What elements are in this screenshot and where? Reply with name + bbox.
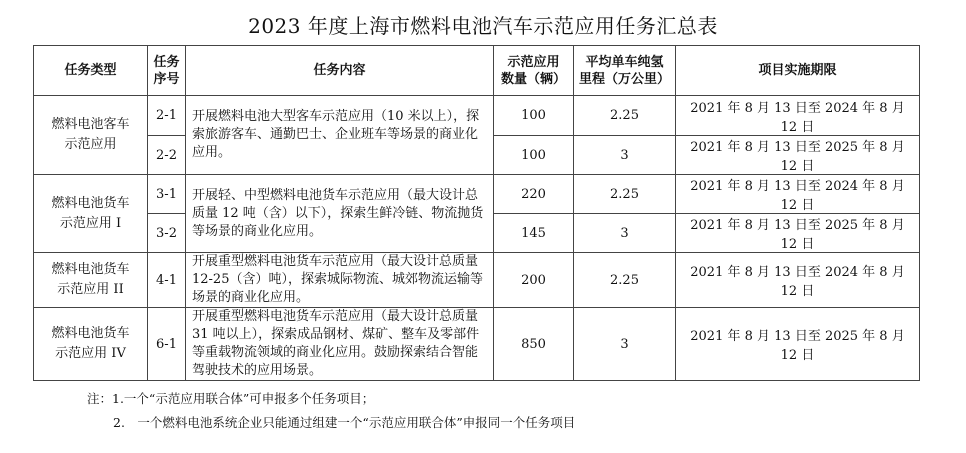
task-content-cell: 开展重型燃料电池货车示范应用（最大设计总质量 31 吨以上），探索成品钢材、煤矿、整车及零部件等重载物流领域的商业化应用。鼓励探索结合智能驾驶技术的应用场景。 <box>186 308 494 381</box>
mileage-cell: 3 <box>574 136 676 175</box>
mileage-cell: 2.25 <box>574 96 676 136</box>
period-cell: 2021 年 8 月 13 日至 2025 年 8 月 12 日 <box>676 308 920 381</box>
task-seq-cell: 3-1 <box>148 175 186 214</box>
period-cell: 2021 年 8 月 13 日至 2024 年 8 月 12 日 <box>676 175 920 214</box>
period-cell: 2021 年 8 月 13 日至 2025 年 8 月 12 日 <box>676 214 920 253</box>
table-row <box>34 96 920 136</box>
mileage-cell: 2.25 <box>574 253 676 308</box>
qty-cell: 220 <box>494 175 574 214</box>
task-seq-cell: 4-1 <box>148 253 186 308</box>
period-cell: 2021 年 8 月 13 日至 2024 年 8 月 12 日 <box>676 96 920 136</box>
table-notes <box>87 387 575 435</box>
qty-cell: 850 <box>494 308 574 381</box>
task-summary-table <box>33 45 920 381</box>
task-seq-cell: 6-1 <box>148 308 186 381</box>
task-content-cell: 开展重型燃料电池货车示范应用（最大设计总质量 12-25（含）吨），探索城际物流、城郊物流运输等场景的商业化应用。 <box>186 253 494 308</box>
qty-cell: 145 <box>494 214 574 253</box>
qty-cell: 200 <box>494 253 574 308</box>
task-type-cell: 燃料电池货车 示范应用 I <box>34 175 148 253</box>
task-content-cell: 开展燃料电池大型客车示范应用（10 米以上），探索旅游客车、通勤巴士、企业班车等场景的商业化应用。 <box>186 96 494 175</box>
table-row <box>34 175 920 214</box>
qty-cell: 100 <box>494 136 574 175</box>
header-period: 项目实施期限 <box>676 46 920 96</box>
header-content: 任务内容 <box>186 46 494 96</box>
task-seq-cell: 2-2 <box>148 136 186 175</box>
task-seq-cell: 2-1 <box>148 96 186 136</box>
task-content-cell: 开展轻、中型燃料电池货车示范应用（最大设计总质量 12 吨（含）以下），探索生鲜冷链、物流抛货等场景的商业化应用。 <box>186 175 494 253</box>
header-seq: 任务 序号 <box>148 46 186 96</box>
note-1: 注：1.一个“示范应用联合体”可申报多个任务项目； <box>87 391 375 406</box>
table-row <box>34 308 920 381</box>
qty-cell: 100 <box>494 96 574 136</box>
header-type: 任务类型 <box>34 46 148 96</box>
mileage-cell: 3 <box>574 308 676 381</box>
task-seq-cell: 3-2 <box>148 214 186 253</box>
page-title: 2023 年度上海市燃料电池汽车示范应用任务汇总表 <box>248 14 718 38</box>
task-type-cell: 燃料电池货车 示范应用 IV <box>34 308 148 381</box>
period-cell: 2021 年 8 月 13 日至 2024 年 8 月 12 日 <box>676 253 920 308</box>
task-type-cell: 燃料电池货车 示范应用 II <box>34 253 148 308</box>
task-type-cell: 燃料电池客车 示范应用 <box>34 96 148 175</box>
period-cell: 2021 年 8 月 13 日至 2025 年 8 月 12 日 <box>676 136 920 175</box>
header-qty: 示范应用 数量（辆） <box>494 46 574 96</box>
header-mileage: 平均单车纯氢 里程（万公里） <box>574 46 676 96</box>
note-2: 2. 一个燃料电池系统企业只能通过组建一个“示范应用联合体”申报同一个任务项目 <box>113 415 576 430</box>
header-row <box>34 46 920 96</box>
table-row <box>34 253 920 308</box>
mileage-cell: 3 <box>574 214 676 253</box>
mileage-cell: 2.25 <box>574 175 676 214</box>
